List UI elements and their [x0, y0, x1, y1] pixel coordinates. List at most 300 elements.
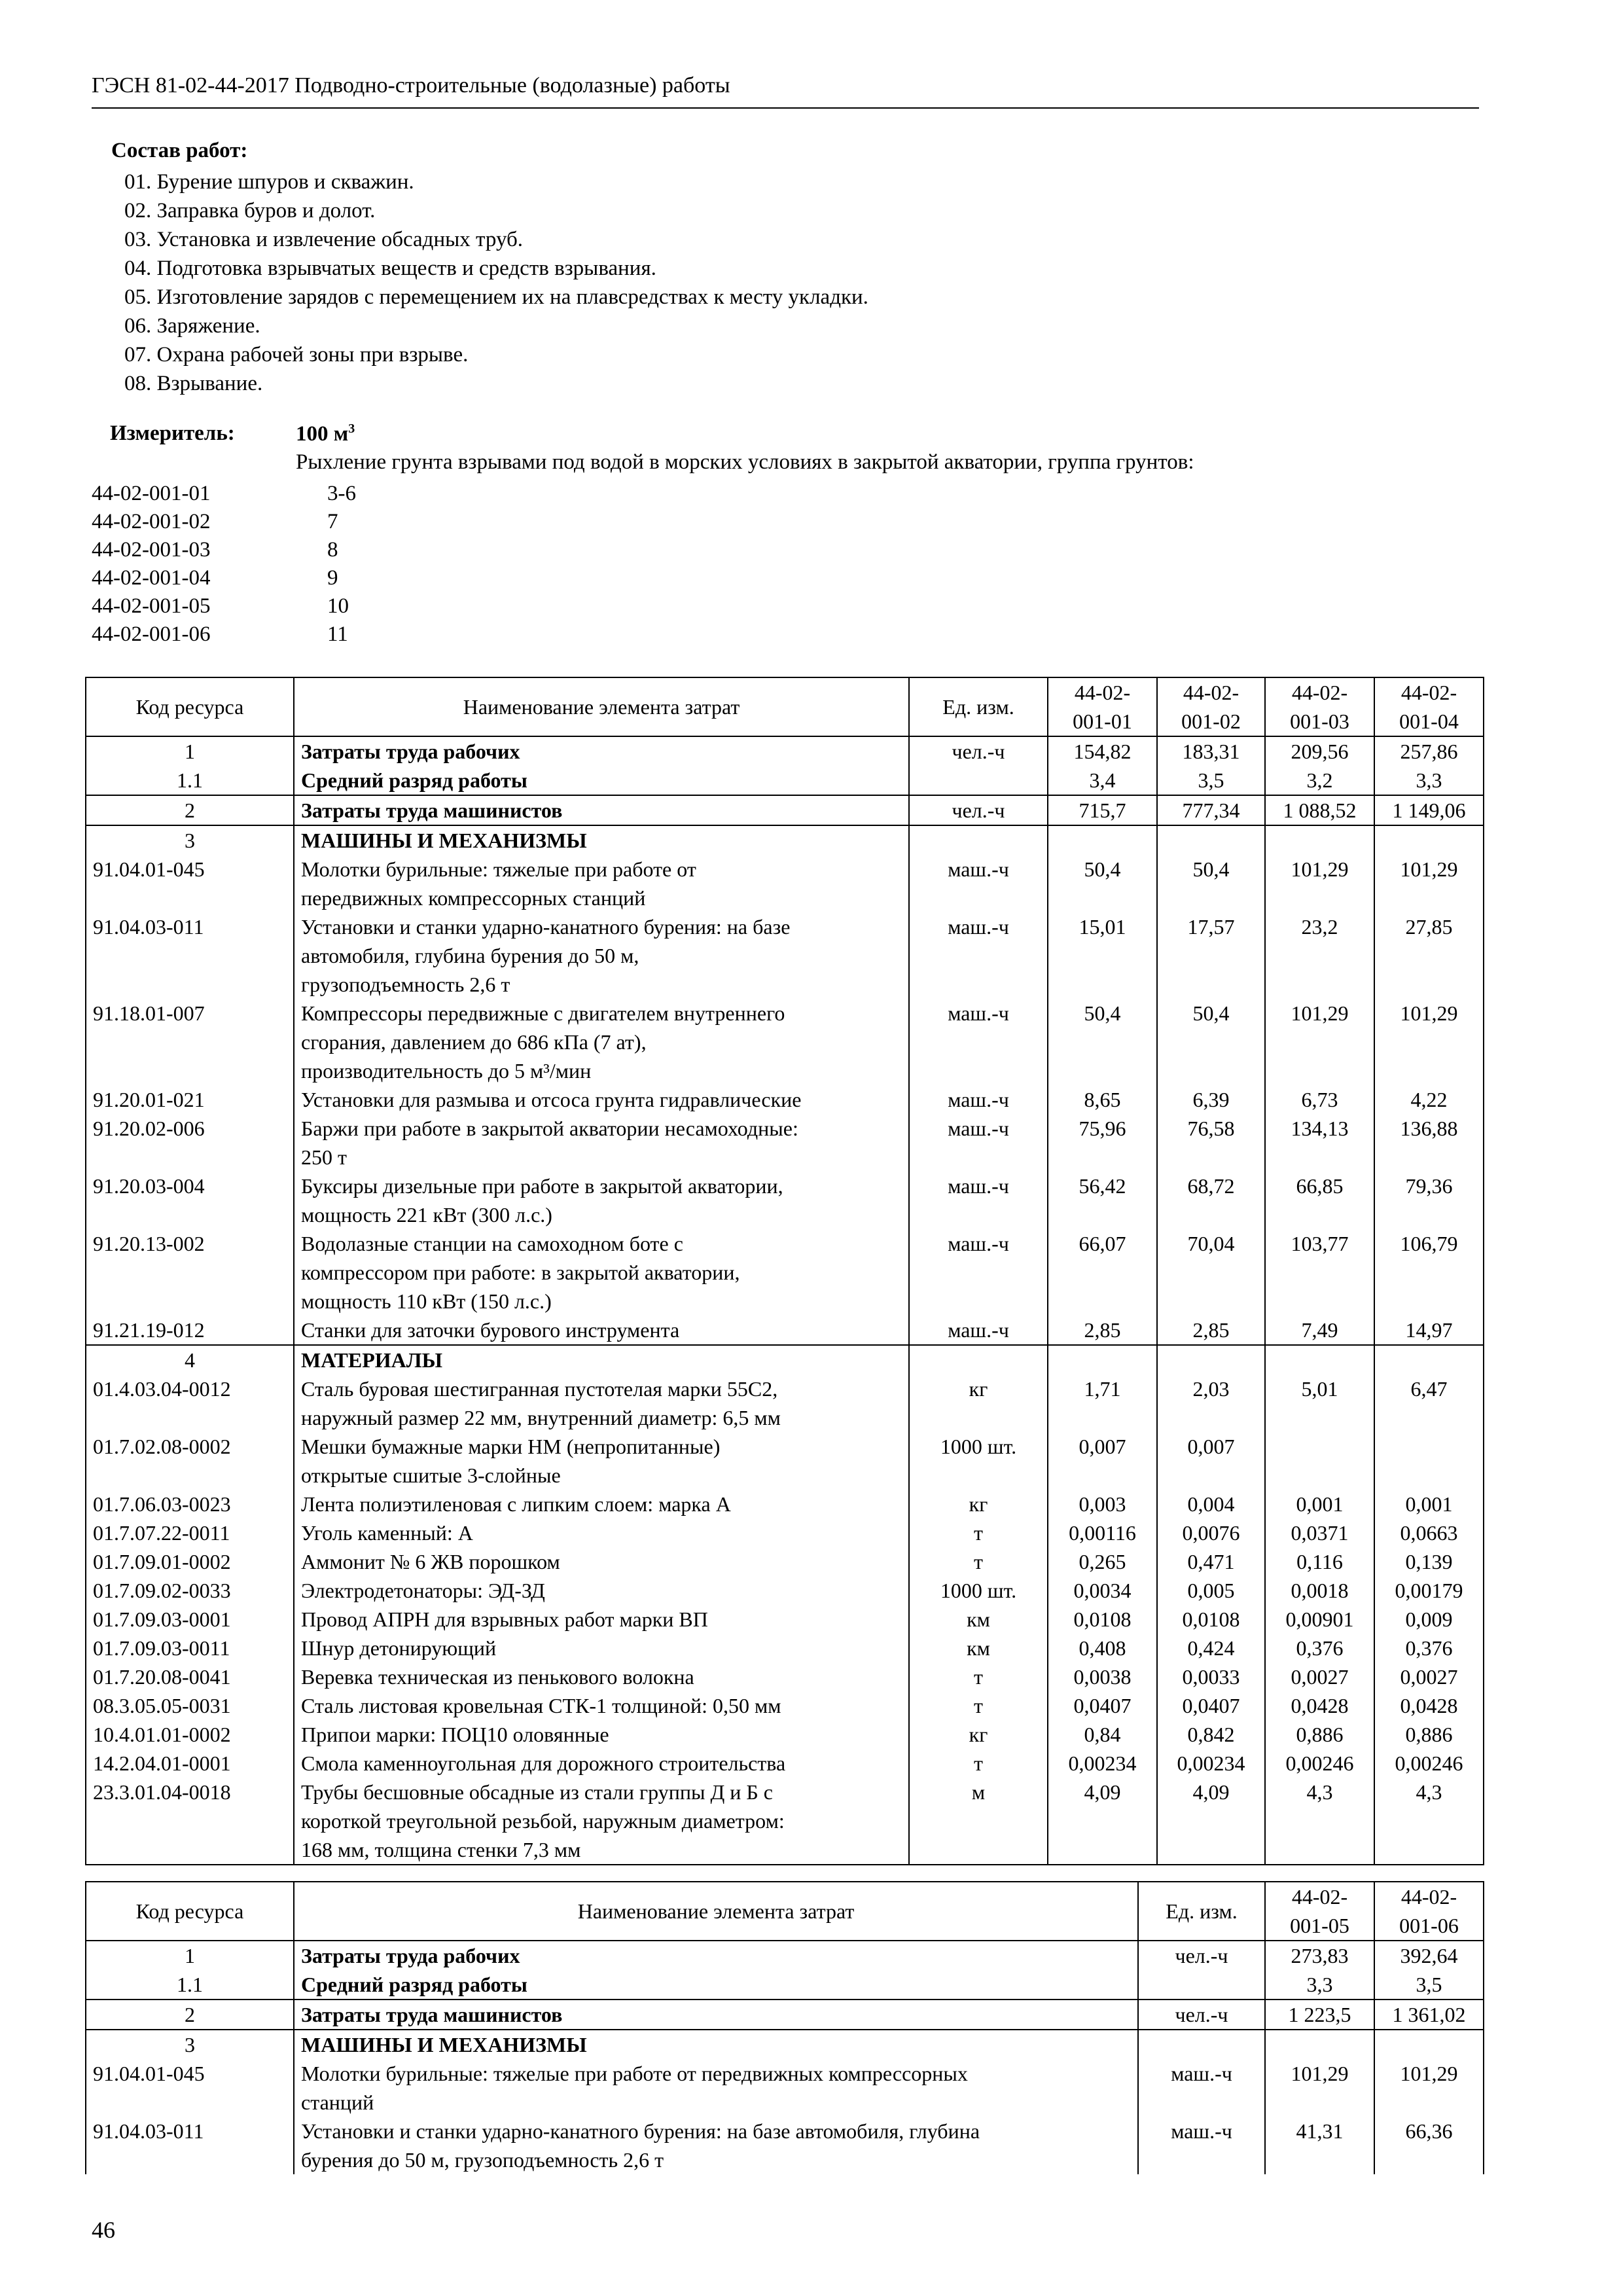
value-cell: 0,009 [1374, 1605, 1484, 1634]
unit-cell: маш.-ч [909, 855, 1048, 912]
resource-name [294, 2030, 1138, 2059]
soil-groups-list [327, 480, 356, 649]
resource-code: 1 [86, 1941, 294, 1970]
value-cell: 101,29 [1374, 2059, 1484, 2117]
value-cell [1265, 1432, 1374, 1490]
value-cell: 0,0407 [1048, 1691, 1157, 1720]
soil-group: 3-6 [327, 482, 356, 505]
header-col [1265, 677, 1374, 736]
value-cell: 27,85 [1374, 912, 1484, 999]
table-row [86, 1778, 1484, 1865]
resource-name-line: Установки и станки ударно-канатного бурения: на базе [301, 915, 791, 939]
resource-code: 91.04.03-011 [86, 2117, 294, 2174]
table-row [86, 736, 1484, 766]
table-row [86, 999, 1484, 1085]
resource-name-line: МАШИНЫ И МЕХАНИЗМЫ [301, 2033, 587, 2056]
value-cell: 70,04 [1157, 1229, 1265, 1316]
table-row [86, 1432, 1484, 1490]
measure-unit [296, 422, 355, 446]
value-cell: 0,84 [1048, 1720, 1157, 1749]
table-row [86, 2000, 1484, 2030]
work-composition-title: Состав работ: [111, 139, 248, 162]
header-name: Наименование элемента затрат [294, 1882, 1138, 1941]
unit-cell: 1000 шт. [909, 1432, 1048, 1490]
unit-cell [909, 766, 1048, 795]
resource-name [294, 2059, 1138, 2117]
measure-unit-text: 100 м [296, 422, 349, 446]
value-cell: 101,29 [1265, 855, 1374, 912]
norm-code: 44-02-001-05 [92, 594, 211, 618]
header-unit: Ед. изм. [1138, 1882, 1265, 1941]
resource-code: 91.18.01-007 [86, 999, 294, 1085]
resource-code: 91.20.03-004 [86, 1172, 294, 1229]
unit-cell: чел.-ч [1138, 2000, 1265, 2030]
resource-code: 01.7.02.08-0002 [86, 1432, 294, 1490]
header-col [1374, 677, 1484, 736]
resource-name [294, 1085, 909, 1114]
unit-cell: кг [909, 1374, 1048, 1432]
value-cell: 1 361,02 [1374, 2000, 1484, 2030]
resource-name [294, 1374, 909, 1432]
resource-name [294, 1970, 1138, 2000]
resource-name-line: Сталь буровая шестигранная пустотелая марки 55С2, [301, 1377, 778, 1401]
resource-name-line: Затраты труда рабочих [301, 1944, 520, 1967]
value-cell [1048, 1345, 1157, 1374]
value-cell: 4,3 [1265, 1778, 1374, 1865]
work-composition-list [124, 168, 868, 398]
value-cell: 0,00246 [1265, 1749, 1374, 1778]
value-cell: 0,00901 [1265, 1605, 1374, 1634]
resource-name-line: Аммонит № 6 ЖВ порошком [301, 1550, 560, 1573]
value-cell: 0,0018 [1265, 1576, 1374, 1605]
value-cell: 14,97 [1374, 1316, 1484, 1345]
resource-name-line: Затраты труда машинистов [301, 2003, 563, 2026]
norm-code: 44-02-001-06 [92, 622, 211, 646]
header-col-line: 44-02- [1400, 1885, 1457, 1909]
unit-cell [909, 1345, 1048, 1374]
value-cell: 1 149,06 [1374, 795, 1484, 825]
value-cell: 0,0027 [1265, 1662, 1374, 1691]
resource-name [294, 1749, 909, 1778]
resource-name-line: 250 т [301, 1145, 347, 1169]
resource-name-line: Провод АПРН для взрывных работ марки ВП [301, 1607, 708, 1631]
value-cell: 5,01 [1265, 1374, 1374, 1432]
resource-name-line: Установки и станки ударно-канатного бурения: на базе автомобиля, глубина [301, 2119, 980, 2143]
work-item: 05. Изготовление зарядов с перемещением их на плавсредствах к месту укладки. [124, 285, 868, 309]
value-cell: 0,424 [1157, 1634, 1265, 1662]
work-item: 08. Взрывание. [124, 372, 263, 395]
header-col-line: 001-03 [1290, 709, 1349, 733]
table-row [86, 1576, 1484, 1605]
unit-cell: км [909, 1634, 1048, 1662]
resource-name-line: Средний разряд работы [301, 768, 527, 792]
value-cell: 101,29 [1374, 999, 1484, 1085]
table-row [86, 795, 1484, 825]
resource-name [294, 2117, 1138, 2174]
resource-code: 01.7.07.22-0011 [86, 1518, 294, 1547]
header-col [1157, 677, 1265, 736]
resource-name-line: Припои марки: ПОЦ10 оловянные [301, 1723, 609, 1746]
table-body [86, 736, 1484, 1865]
resource-code: 1.1 [86, 1970, 294, 2000]
header-name: Наименование элемента затрат [294, 677, 909, 736]
resource-name [294, 1345, 909, 1374]
resource-table-1 [85, 677, 1484, 1865]
value-cell: 101,29 [1265, 2059, 1374, 2117]
value-cell: 23,2 [1265, 912, 1374, 999]
table-row [86, 855, 1484, 912]
soil-group: 8 [327, 538, 338, 562]
value-cell: 0,005 [1157, 1576, 1265, 1605]
header-col-line: 44-02- [1291, 681, 1348, 704]
resource-name [294, 1172, 909, 1229]
table-row [86, 1374, 1484, 1432]
resource-name [294, 2000, 1138, 2030]
value-cell: 2,03 [1157, 1374, 1265, 1432]
resource-name-line: автомобиля, глубина бурения до 50 м, [301, 944, 639, 967]
value-cell: 75,96 [1048, 1114, 1157, 1172]
value-cell: 0,265 [1048, 1547, 1157, 1576]
resource-code: 2 [86, 795, 294, 825]
measure-label: Измеритель: [110, 422, 235, 445]
value-cell: 0,007 [1048, 1432, 1157, 1490]
unit-cell: маш.-ч [1138, 2059, 1265, 2117]
resource-code: 2 [86, 2000, 294, 2030]
value-cell: 17,57 [1157, 912, 1265, 999]
norm-code: 44-02-001-04 [92, 566, 211, 590]
value-cell [1157, 1345, 1265, 1374]
resource-name-line: Молотки бурильные: тяжелые при работе от передвижных компрессорных [301, 2062, 968, 2085]
measure-unit-sup: 3 [348, 422, 355, 436]
value-cell: 0,00246 [1374, 1749, 1484, 1778]
header-col-line: 44-02- [1400, 681, 1457, 704]
header-rule [92, 107, 1479, 109]
value-cell: 0,139 [1374, 1547, 1484, 1576]
value-cell: 2,85 [1048, 1316, 1157, 1345]
value-cell: 0,0027 [1374, 1662, 1484, 1691]
resource-name-line: Средний разряд работы [301, 1973, 527, 1996]
resource-name-line: МАШИНЫ И МЕХАНИЗМЫ [301, 829, 587, 852]
resource-code: 3 [86, 2030, 294, 2059]
soil-group: 10 [327, 594, 349, 618]
value-cell: 6,47 [1374, 1374, 1484, 1432]
value-cell: 0,0076 [1157, 1518, 1265, 1547]
value-cell: 0,0407 [1157, 1691, 1265, 1720]
value-cell: 50,4 [1157, 855, 1265, 912]
header-col-line: 001-01 [1073, 709, 1132, 733]
value-cell: 0,003 [1048, 1490, 1157, 1518]
unit-cell: маш.-ч [1138, 2117, 1265, 2174]
resource-name-line: Веревка техническая из пенькового волокна [301, 1665, 694, 1689]
value-cell: 3,4 [1048, 766, 1157, 795]
header-col-line: 001-02 [1181, 709, 1241, 733]
unit-cell: км [909, 1605, 1048, 1634]
resource-code: 01.4.03.04-0012 [86, 1374, 294, 1432]
unit-cell: чел.-ч [909, 736, 1048, 766]
resource-code: 91.20.01-021 [86, 1085, 294, 1114]
resource-name-line: Шнур детонирующий [301, 1636, 497, 1660]
unit-cell: т [909, 1691, 1048, 1720]
value-cell: 0,471 [1157, 1547, 1265, 1576]
resource-code: 01.7.20.08-0041 [86, 1662, 294, 1691]
header-col-line: 001-05 [1290, 1914, 1349, 1937]
resource-name [294, 1547, 909, 1576]
value-cell: 3,5 [1374, 1970, 1484, 2000]
resource-name [294, 1720, 909, 1749]
resource-name-line: Лента полиэтиленовая с липким слоем: марка А [301, 1492, 731, 1516]
value-cell: 0,0663 [1374, 1518, 1484, 1547]
header-col-line: 44-02- [1291, 1885, 1348, 1909]
resource-name-line: Затраты труда рабочих [301, 740, 520, 763]
resource-name [294, 1490, 909, 1518]
unit-cell: кг [909, 1490, 1048, 1518]
table-header-row [86, 1882, 1484, 1941]
resource-name-line: Установки для размыва и отсоса грунта гидравлические [301, 1088, 802, 1111]
resource-code: 01.7.09.02-0033 [86, 1576, 294, 1605]
value-cell: 50,4 [1048, 855, 1157, 912]
resource-code: 14.2.04.01-0001 [86, 1749, 294, 1778]
value-cell: 0,0108 [1157, 1605, 1265, 1634]
header-col [1265, 1882, 1374, 1941]
unit-cell [909, 825, 1048, 855]
value-cell: 273,83 [1265, 1941, 1374, 1970]
unit-cell: маш.-ч [909, 999, 1048, 1085]
value-cell: 106,79 [1374, 1229, 1484, 1316]
unit-cell: чел.-ч [1138, 1941, 1265, 1970]
header-col-line: 44-02- [1183, 681, 1240, 704]
resource-name-line: МАТЕРИАЛЫ [301, 1348, 442, 1372]
resource-name-line: 168 мм, толщина стенки 7,3 мм [301, 1838, 581, 1861]
value-cell: 0,376 [1265, 1634, 1374, 1662]
value-cell: 6,39 [1157, 1085, 1265, 1114]
resource-name [294, 912, 909, 999]
value-cell: 1 223,5 [1265, 2000, 1374, 2030]
unit-cell [1138, 1970, 1265, 2000]
resource-code: 91.04.03-011 [86, 912, 294, 999]
value-cell: 0,0108 [1048, 1605, 1157, 1634]
resource-code: 91.04.01-045 [86, 855, 294, 912]
value-cell: 15,01 [1048, 912, 1157, 999]
resource-name-line: сгорания, давлением до 686 кПа (7 ат), [301, 1030, 647, 1054]
table-row [86, 1691, 1484, 1720]
resource-code: 23.3.01.04-0018 [86, 1778, 294, 1865]
header-col [1048, 677, 1157, 736]
unit-cell: кг [909, 1720, 1048, 1749]
resource-code: 10.4.01.01-0002 [86, 1720, 294, 1749]
work-item: 02. Заправка буров и долот. [124, 199, 376, 223]
resource-code: 91.20.13-002 [86, 1229, 294, 1316]
value-cell: 0,00179 [1374, 1576, 1484, 1605]
value-cell: 0,007 [1157, 1432, 1265, 1490]
value-cell: 56,42 [1048, 1172, 1157, 1229]
value-cell: 6,73 [1265, 1085, 1374, 1114]
resource-name-line: Уголь каменный: А [301, 1521, 473, 1545]
resource-name [294, 736, 909, 766]
resource-name-line: компрессором при работе: в закрытой акватории, [301, 1261, 740, 1284]
value-cell: 715,7 [1048, 795, 1157, 825]
unit-cell: маш.-ч [909, 1229, 1048, 1316]
value-cell: 136,88 [1374, 1114, 1484, 1172]
table-row [86, 766, 1484, 795]
value-cell: 0,0428 [1265, 1691, 1374, 1720]
value-cell: 101,29 [1374, 855, 1484, 912]
resource-code: 4 [86, 1345, 294, 1374]
unit-cell: 1000 шт. [909, 1576, 1048, 1605]
value-cell: 50,4 [1048, 999, 1157, 1085]
value-cell: 1 088,52 [1265, 795, 1374, 825]
header-unit: Ед. изм. [909, 677, 1048, 736]
resource-code: 1.1 [86, 766, 294, 795]
value-cell: 79,36 [1374, 1172, 1484, 1229]
value-cell [1374, 1432, 1484, 1490]
value-cell: 0,00234 [1048, 1749, 1157, 1778]
header-col-line: 001-04 [1399, 709, 1459, 733]
table-row [86, 1720, 1484, 1749]
table-row [86, 912, 1484, 999]
resource-code: 91.20.02-006 [86, 1114, 294, 1172]
value-cell [1374, 1345, 1484, 1374]
resource-name-line: мощность 221 кВт (300 л.с.) [301, 1203, 552, 1227]
table-body [86, 1941, 1484, 2174]
soil-group: 9 [327, 566, 338, 590]
value-cell: 0,004 [1157, 1490, 1265, 1518]
value-cell: 0,116 [1265, 1547, 1374, 1576]
unit-cell: т [909, 1547, 1048, 1576]
resource-name-line: Станки для заточки бурового инструмента [301, 1318, 680, 1342]
resource-name-line: Буксиры дизельные при работе в закрытой акватории, [301, 1174, 783, 1198]
value-cell: 66,07 [1048, 1229, 1157, 1316]
unit-cell: м [909, 1778, 1048, 1865]
work-item: 03. Установка и извлечение обсадных труб. [124, 228, 524, 251]
norm-code: 44-02-001-02 [92, 510, 211, 533]
value-cell [1265, 1345, 1374, 1374]
value-cell: 68,72 [1157, 1172, 1265, 1229]
work-item: 04. Подготовка взрывчатых веществ и средств взрывания. [124, 257, 656, 280]
value-cell: 0,001 [1265, 1490, 1374, 1518]
resource-name [294, 1691, 909, 1720]
table-row [86, 1970, 1484, 2000]
unit-cell: маш.-ч [909, 1114, 1048, 1172]
value-cell: 66,36 [1374, 2117, 1484, 2174]
value-cell: 3,3 [1265, 1970, 1374, 2000]
resource-name-line: передвижных компрессорных станций [301, 886, 646, 910]
resource-name-line: Трубы бесшовные обсадные из стали группы Д и Б с [301, 1780, 773, 1804]
value-cell: 8,65 [1048, 1085, 1157, 1114]
table-row [86, 1662, 1484, 1691]
resource-name [294, 825, 909, 855]
resource-name [294, 1114, 909, 1172]
value-cell [1374, 2030, 1484, 2059]
resource-name-line: наружный размер 22 мм, внутренний диаметр: 6,5 мм [301, 1406, 781, 1429]
resource-name-line: станций [301, 2090, 374, 2114]
resource-name-line: грузоподъемность 2,6 т [301, 973, 510, 996]
table-row [86, 1634, 1484, 1662]
value-cell: 0,0038 [1048, 1662, 1157, 1691]
resource-code: 01.7.09.03-0011 [86, 1634, 294, 1662]
value-cell [1048, 825, 1157, 855]
resource-name-line: мощность 110 кВт (150 л.с.) [301, 1289, 552, 1313]
unit-cell [1138, 2030, 1265, 2059]
work-item: 06. Заряжение. [124, 314, 260, 338]
resource-name-line: Затраты труда машинистов [301, 798, 563, 822]
resource-name [294, 1941, 1138, 1970]
table-row [86, 825, 1484, 855]
page-number: 46 [92, 2217, 115, 2243]
norm-code: 44-02-001-01 [92, 482, 211, 505]
table-row [86, 1085, 1484, 1114]
resource-code: 91.04.01-045 [86, 2059, 294, 2117]
value-cell [1265, 2030, 1374, 2059]
value-cell: 76,58 [1157, 1114, 1265, 1172]
value-cell: 66,85 [1265, 1172, 1374, 1229]
table-row [86, 1547, 1484, 1576]
resource-name [294, 1662, 909, 1691]
unit-cell: маш.-ч [909, 1172, 1048, 1229]
value-cell: 2,85 [1157, 1316, 1265, 1345]
header-col [1374, 1882, 1484, 1941]
norm-code: 44-02-001-03 [92, 538, 211, 562]
resource-name-line: бурения до 50 м, грузоподъемность 2,6 т [301, 2148, 664, 2172]
unit-cell: маш.-ч [909, 1316, 1048, 1345]
value-cell: 0,001 [1374, 1490, 1484, 1518]
soil-group: 11 [327, 622, 348, 646]
table-header-row [86, 677, 1484, 736]
table-row [86, 2030, 1484, 2059]
value-cell: 3,5 [1157, 766, 1265, 795]
value-cell: 0,886 [1374, 1720, 1484, 1749]
measure-description: Рыхление грунта взрывами под водой в морских условиях в закрытой акватории, группа грунтов: [296, 450, 1194, 474]
value-cell [1265, 825, 1374, 855]
resource-code: 1 [86, 736, 294, 766]
value-cell: 0,376 [1374, 1634, 1484, 1662]
header-col-line: 001-06 [1399, 1914, 1459, 1937]
resource-name [294, 1432, 909, 1490]
resource-name [294, 795, 909, 825]
table-row [86, 2117, 1484, 2174]
value-cell: 41,31 [1265, 2117, 1374, 2174]
value-cell [1374, 825, 1484, 855]
unit-cell: маш.-ч [909, 1085, 1048, 1114]
unit-cell: маш.-ч [909, 912, 1048, 999]
resource-name-line: Водолазные станции на самоходном боте с [301, 1232, 683, 1255]
resource-name [294, 1576, 909, 1605]
table-row [86, 1749, 1484, 1778]
table-row [86, 1172, 1484, 1229]
resource-code: 3 [86, 825, 294, 855]
page-header: ГЭСН 81-02-44-2017 Подводно-строительные (водолазные) работы [92, 73, 730, 98]
value-cell: 101,29 [1265, 999, 1374, 1085]
resource-name-line: Мешки бумажные марки НМ (непропитанные) [301, 1435, 721, 1458]
unit-cell: чел.-ч [909, 795, 1048, 825]
table-row [86, 2059, 1484, 2117]
value-cell: 7,49 [1265, 1316, 1374, 1345]
table-row [86, 1114, 1484, 1172]
value-cell [1157, 825, 1265, 855]
resource-name [294, 999, 909, 1085]
soil-group: 7 [327, 510, 338, 533]
unit-cell: т [909, 1662, 1048, 1691]
value-cell: 3,3 [1374, 766, 1484, 795]
value-cell: 777,34 [1157, 795, 1265, 825]
resource-name-line: Сталь листовая кровельная СТК-1 толщиной: 0,50 мм [301, 1694, 781, 1717]
value-cell: 4,09 [1048, 1778, 1157, 1865]
value-cell: 0,0371 [1265, 1518, 1374, 1547]
value-cell: 103,77 [1265, 1229, 1374, 1316]
resource-table-2 [85, 1881, 1484, 2174]
value-cell: 0,00116 [1048, 1518, 1157, 1547]
resource-name [294, 766, 909, 795]
unit-cell: т [909, 1518, 1048, 1547]
